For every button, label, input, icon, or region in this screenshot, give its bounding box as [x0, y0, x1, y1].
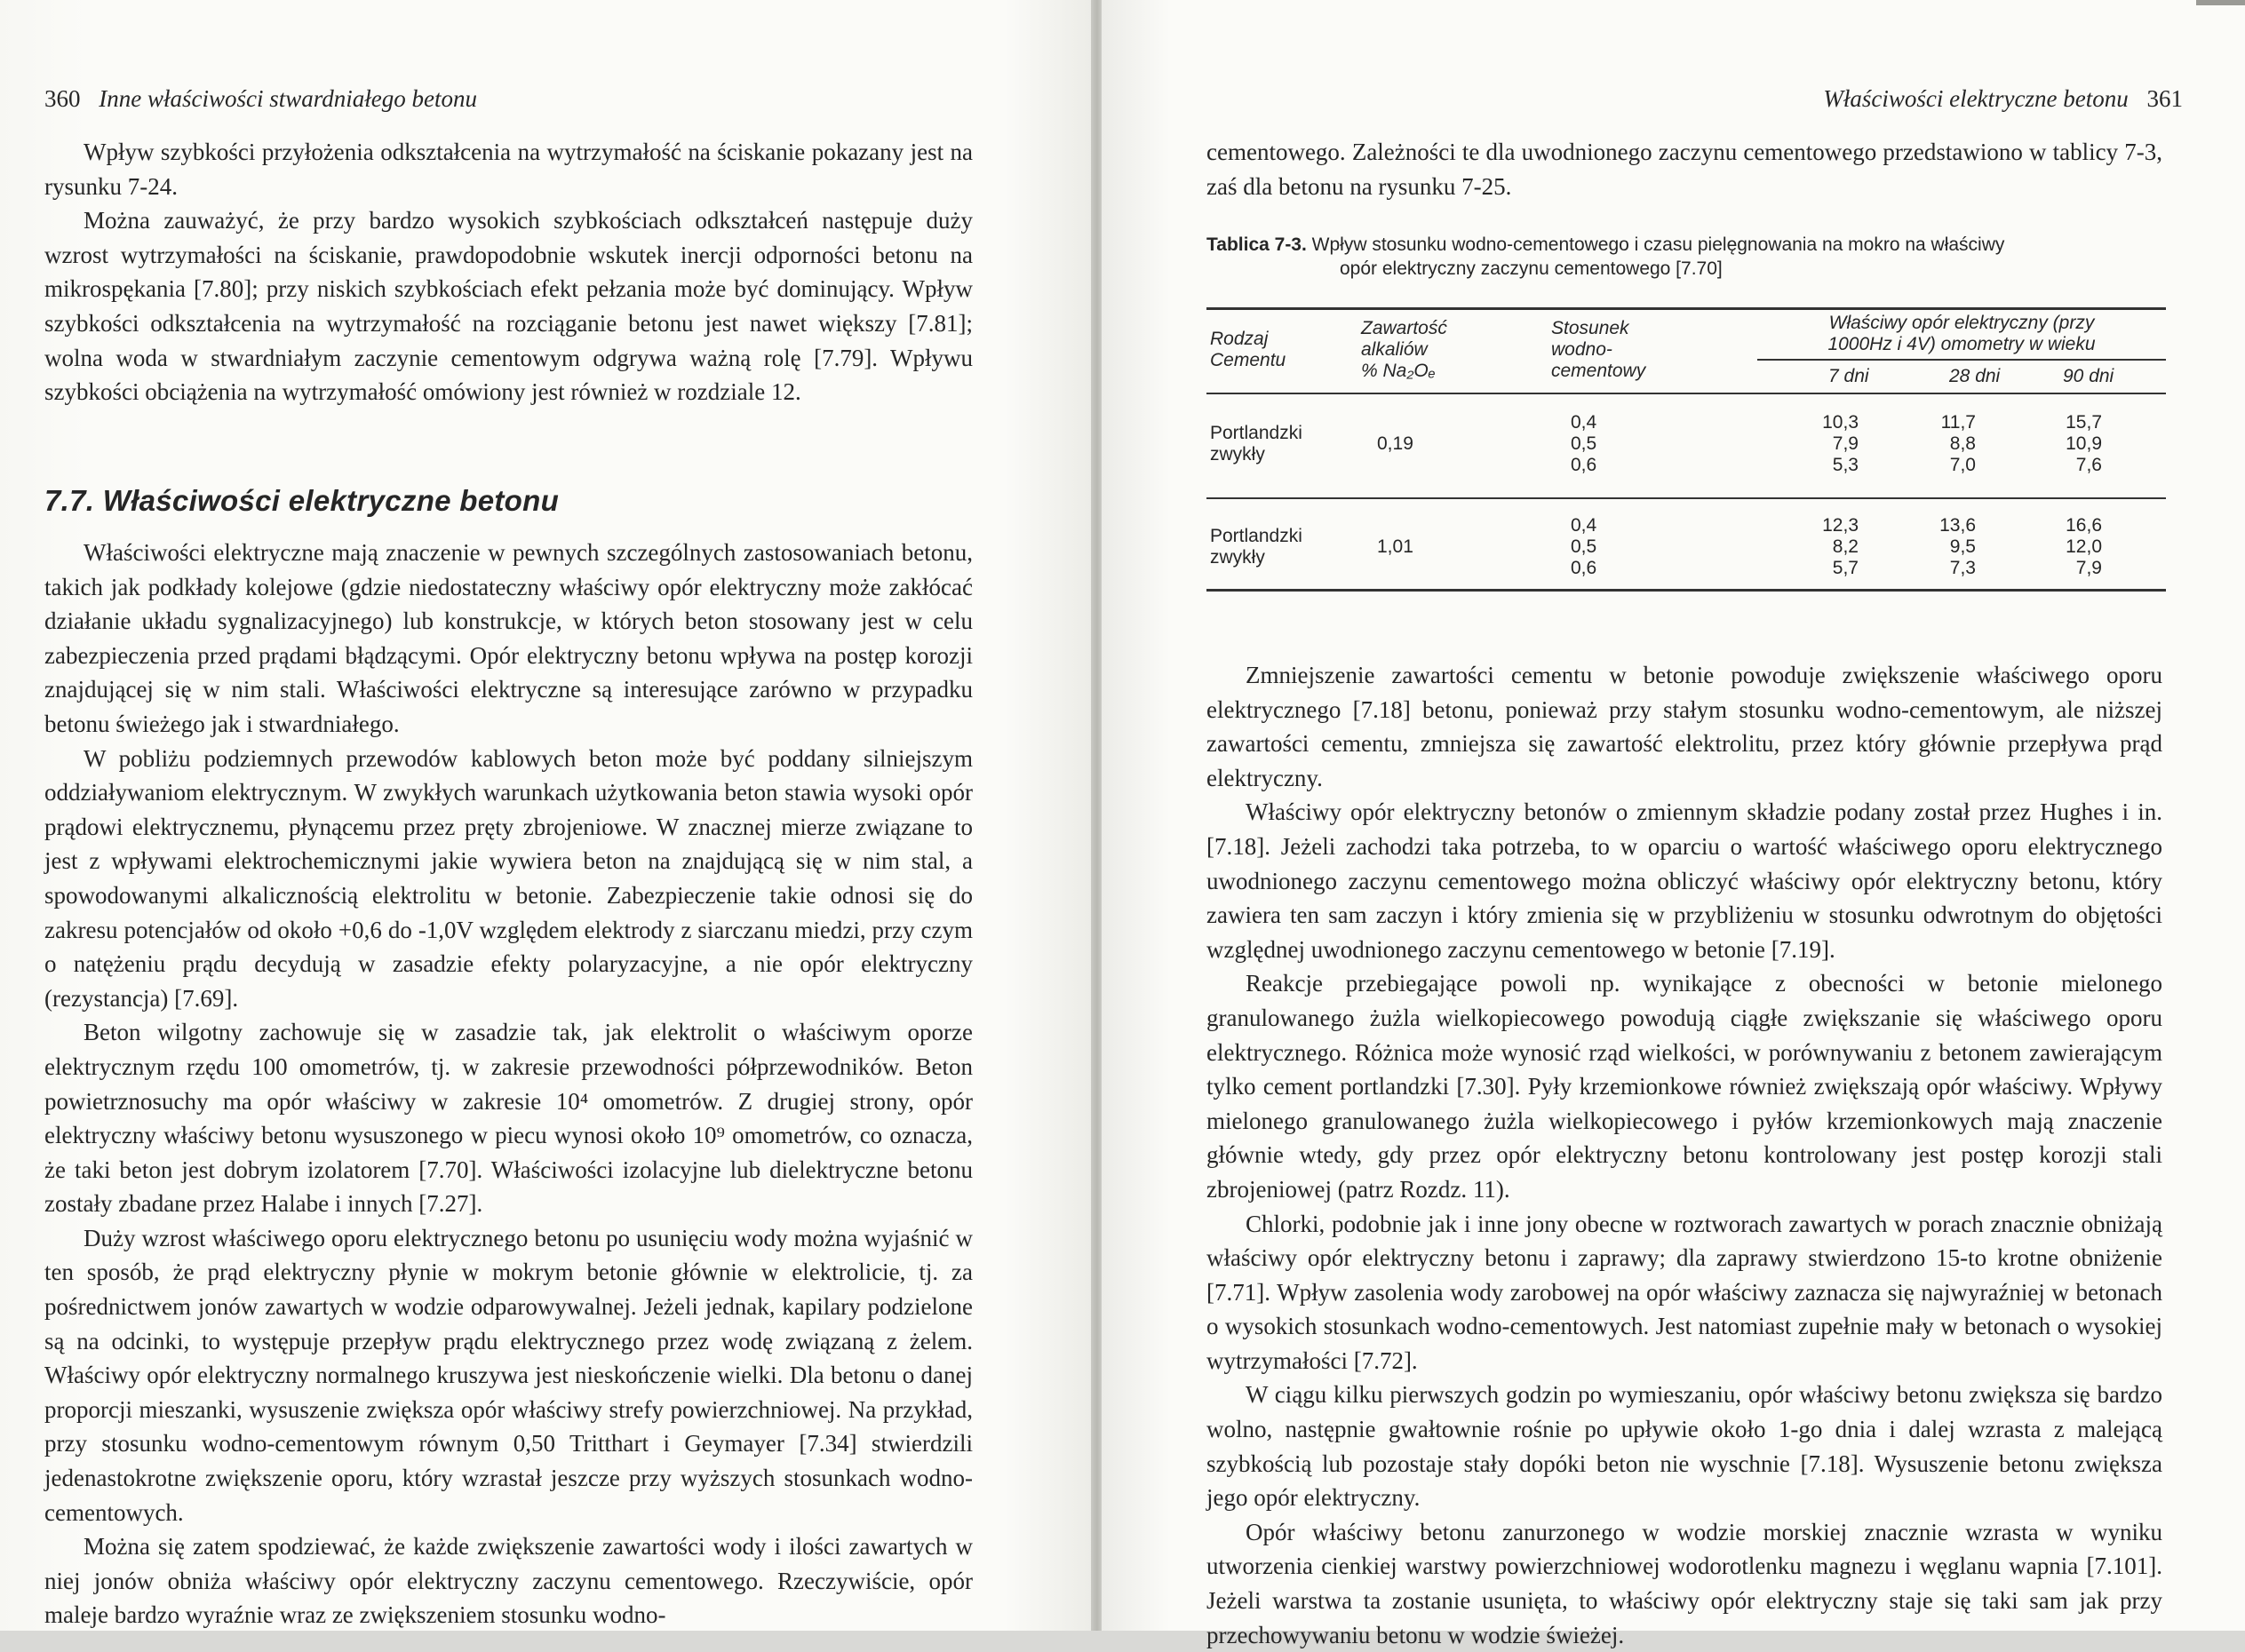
table-bottom-rule — [1206, 589, 2166, 592]
row2-ratios: 0,4 0,5 0,6 — [1571, 515, 1597, 578]
paragraph: Właściwy opór elektryczny betonów o zmiennym składzie podany został przez Hughes i in. [7.18]. Jeżeli zachodzi taka potrzeba, to w oparciu o wartość właściwego oporu elektrycznego uwodnionego zaczynu cementowego można obliczyć właściwy opór elektryczny betonu, który zawiera ten sam zaczyn i który zmienia się w przybliżeniu w stosunku odwrotnym do objętości względnej uwodnionego zaczynu cementowego w betonie [7.19]. — [1206, 798, 2162, 963]
paragraph: Duży wzrost właściwego oporu elektrycznego betonu po usunięciu wody można wyjaśnić w ten sposób, że prąd elektryczny płynie w mokrym betonie głównie w elektrolicie, tj. za pośrednictwem jonów zawartych w wodzie odparowywalnej. Jeżeli jednak, kapilary podzielone są na odcinki, to występuje przepływ prądu elektrycznego przez wodę związaną z żelem. Właściwy opór elektryczny normalnego kruszywa jest nieskończenie wielki. Dla betonu o danej proporcji mieszanki, wysuszenie zwiększa opór właściwy strefy powierzchniowej. Na przykład, przy stosunku wodno-cementowym równym 0,50 Tritthart i Geymayer [7.34] stwierdzili jedenastokrotne zwiększenie oporu, który wzrastał jeszcze przy wyższych stosunkach wodno-cementowych. — [44, 1224, 973, 1526]
header-28-days: 28 dni — [1949, 366, 2001, 386]
header-alkali: Zawartość alkaliów % Na₂Oₑ — [1361, 318, 1447, 381]
page-edge-shadow — [2196, 0, 2245, 5]
right-running-head — [1823, 85, 2183, 113]
row1-type: Portlandzki zwykły — [1210, 423, 1302, 465]
paragraph: Reakcje przebiegające powoli np. wynikające z obecności w betonie mielonego granulowanego żużla wielkopiecowego powodują ciągłe zwiększanie się właściwego oporu elektrycznego. Różnica może wynosić rząd wielkości, w porównywaniu z betonem zawierającym tylko cement portlandzki [7.30]. Pyły krzemionkowe również zwiększają opór właściwy. Wpływy mielonego granulowanego żużla wielkopiecowego i pyłów krzemionkowych mają znaczenie głównie wtedy, gdy przez opór elektryczny betonu kontrolowany jest postęp korozji stali zbrojeniowej (patrz Rozdz. 11). — [1206, 970, 2162, 1203]
header-resistivity: Właściwy opór elektryczny (przy 1000Hz i 4V) omometry w wieku — [1827, 313, 2096, 354]
paragraph: Zmniejszenie zawartości cementu w betonie powoduje zwiększenie właściwego oporu elektrycznego [7.18] betonu, ponieważ przy stałym stosunku wodno-cementowym, ale niższej zawartości cementu, zmniejsza się zawartość elektrolitu, przez który głównie przepływa prąd elektryczny. — [1206, 662, 2162, 791]
row2-type: Portlandzki zwykły — [1210, 526, 1302, 568]
resistivity-table — [1206, 307, 2166, 592]
caption-line-1: Wpływ stosunku wodno-cementowego i czasu pielęgnowania na mokro na właściwy — [1311, 234, 2005, 255]
paragraph: cementowego. Zależności te dla uwodnionego zaczynu cementowego przedstawiono w tablicy 7-3, zaś dla betonu na rysunku 7-25. — [1206, 139, 2162, 200]
header-ratio: Stosunek wodno- cementowy — [1551, 318, 1646, 381]
row2-alkali: 1,01 — [1377, 536, 1413, 557]
header-type: Rodzaj Cementu — [1210, 329, 1286, 370]
paragraph: Chlorki, podobnie jak i inne jony obecne w roztworach zawartych w porach znacznie obniżają właściwy opór elektryczny betonu i zaprawy; dla zaprawy stwierdzono 15-to krotne obniżenie [7.71]. Wpływ zasolenia wody zarobowej na opór właściwy zaznacza się najwyraźniej w betonach o wysokich stosunkach wodno-cementowych. Jest natomiast zupełnie mały w betonach o wysokiej wytrzymałości [7.72]. — [1206, 1210, 2162, 1374]
table-top-rule — [1206, 307, 2166, 310]
paragraph: W ciągu kilku pierwszych godzin po wymieszaniu, opór właściwy betonu zwiększa się bardzo wolno, następnie gwałtownie rośnie po upływie około 1-go dnia i dalej wzrasta z malejącą szybkością lub pozostaje stały dopóki beton nie wyschnie [7.18]. Wysuszenie betonu zwiększa jego opór elektryczny. — [1206, 1381, 2162, 1512]
right-page — [1102, 0, 2245, 1648]
paragraph: Można się zatem spodziewać, że każde zwiększenie zawartości wody i ilości zawartych w niej jonów obniża właściwy opór elektryczny zaczynu cementowego. Rzeczywiście, opór maleje bardzo wyraźnie wraz ze zwiększeniem stosunku wodno- — [44, 1533, 973, 1629]
left-page — [0, 0, 1093, 1631]
row2-day28: 13,6 9,5 7,3 — [1939, 515, 1976, 578]
right-running-title: Właściwości elektryczne betonu — [1823, 85, 2129, 112]
paragraph: Opór właściwy betonu zanurzonego w wodzie morskiej znacznie wzrasta w wyniku utworzenia cienkiej warstwy powierzchniowej wodorotlenku magnezu i węglanu wapnia [7.101]. Jeżeli warstwa ta zostanie usunięta, to właściwy opór elektryczny staje się taki sam jak przy przechowywaniu betonu w wodzie świeżej. — [1206, 1518, 2162, 1648]
paragraph: Wpływ szybkości przyłożenia odkształcenia na wytrzymałość na ściskanie pokazany jest na rysunku 7-24. — [44, 139, 973, 200]
row2-day90: 16,6 12,0 7,9 — [2066, 515, 2102, 578]
row1-alkali: 0,19 — [1377, 433, 1413, 454]
right-main-text — [1206, 658, 2162, 1652]
header-7-days: 7 dni — [1828, 366, 1869, 386]
paragraph: Beton wilgotny zachowuje się w zasadzie tak, jak elektrolit o właściwym oporze elektrycznym rzędu 100 omometrów, tj. w zakresie przewodności półprzewodników. Beton powietrznosuchy ma opór właściwy w zakresie 10⁴ omometrów. Z drugiej strony, opór elektryczny właściwy betonu wysuszonego w piecu wynosi około 10⁹ omometrów, co oznacza, że taki beton jest dobrym izolatorem [7.70]. Właściwości izolacyjne lub dielektryczne betonu zostały zbadane przez Halabe i innych [7.27]. — [44, 1019, 973, 1218]
table-label: Tablica 7-3. — [1206, 234, 1307, 255]
left-top-text — [44, 135, 973, 409]
right-page-number: 361 — [2146, 85, 2183, 112]
left-running-title: Inne właściwości stwardniałego betonu — [99, 85, 477, 112]
table-header-subrule — [1757, 359, 2166, 361]
paragraph: Właściwości elektryczne mają znaczenie w pewnych szczególnych zastosowaniach betonu, takich jak podkłady kolejowe (gdzie niedostateczny właściwy opór elektryczny może zakłócać działanie układu sygnalizacyjnego) lub konstrukcje, w których beton stosowany jest w celu zabezpieczenia przed prądami błądzącymi. Opór elektryczny betonu wpływa na postęp korozji znajdującej się w nim stali. Właściwości elektryczne są interesujące zarówno w przypadku betonu świeżego jak i stwardniałego. — [44, 539, 973, 737]
paragraph: Można zauważyć, że przy bardzo wysokich szybkościach odkształceń następuje duży wzrost wytrzymałości na ściskanie, prawdopodobnie wskutek inercji odporności betonu na mikrospękania [7.80]; przy niskich szybkościach efekt pełzania może być dominujący. Wpływ szybkości odkształcenia na wytrzymałość na rozciąganie betonu jest nawet większy [7.81]; wolna woda w stwardniałym zaczynie cementowym odgrywa ważną rolę [7.79]. Wpływu szybkości obciążenia na wytrzymałość omówiony jest również w rozdziale 12. — [44, 207, 973, 406]
row2-day7: 12,3 8,2 5,7 — [1822, 515, 1859, 578]
table-caption — [1206, 233, 2166, 281]
right-intro-text — [1206, 135, 2162, 203]
row1-day90: 15,7 10,9 7,6 — [2066, 412, 2102, 475]
caption-line-2: opór elektryczny zaczynu cementowego [7.70] — [1340, 258, 1723, 279]
section-heading: 7.7. Właściwości elektryczne betonu — [44, 484, 560, 517]
paragraph: W pobliżu podziemnych przewodów kablowych beton może być poddany silniejszym oddziaływaniom elektrycznym. W zwykłych warunkach użytkowania beton stawia wysoki opór prądowi elektrycznemu, płynącemu przez pręty zbrojeniowe. W znacznej mierze związane to jest z wpływami elektrochemicznymi jakie wywiera beton na znajdującą się w nim stal, a spowodowanymi alkalicznością elektrolitu w betonie. Zabezpieczenie takie odnosi się do zakresu potencjałów od około +0,6 do -1,0V względem elektrody z siarczanu miedzi, przy czym o natężeniu prądu decydują w zasadzie efekty polaryzacyjne, a nie opór elektryczny (rezystancja) [7.69]. — [44, 744, 973, 1012]
header-90-days: 90 dni — [2063, 366, 2114, 386]
row1-day7: 10,3 7,9 5,3 — [1822, 412, 1859, 475]
left-page-number: 360 — [44, 85, 81, 112]
left-running-head — [44, 85, 477, 113]
table-header-rule — [1206, 393, 2166, 394]
row1-day28: 11,7 8,8 7,0 — [1940, 412, 1976, 475]
left-main-text — [44, 536, 973, 1632]
row1-ratios: 0,4 0,5 0,6 — [1571, 412, 1597, 475]
table-row-rule — [1206, 497, 2166, 499]
